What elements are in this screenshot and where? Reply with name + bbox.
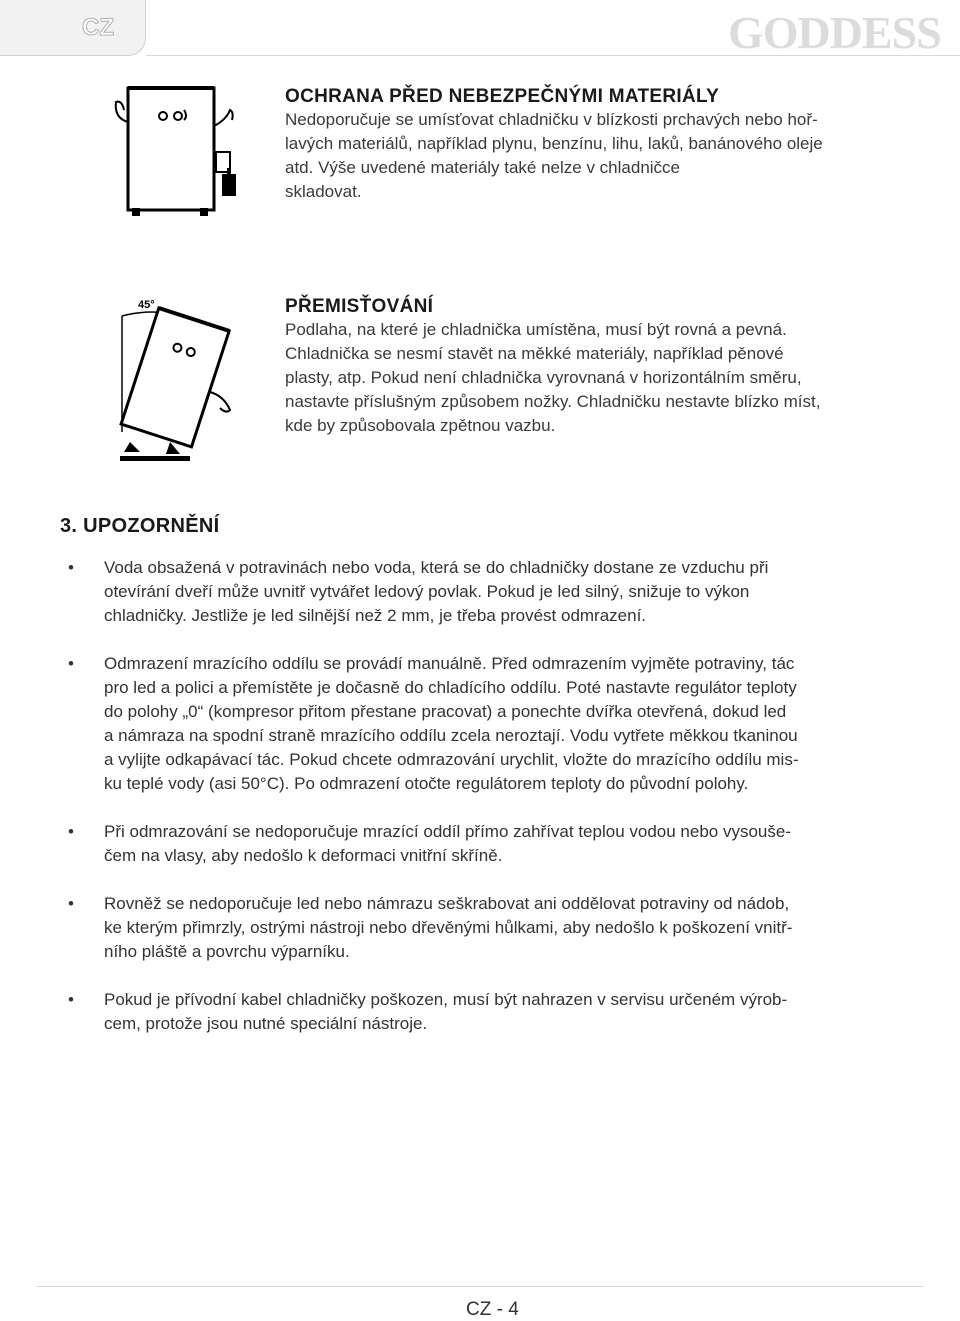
text-line: atd. Výše uvedené materiály také nelze v chladničce bbox=[285, 158, 681, 177]
text-line: Rovněž se nedoporučuje led nebo námrazu seškrabovat ani oddělovat potraviny od nádob, bbox=[104, 894, 790, 913]
text-line: Podlaha, na které je chladnička umístěna, musí být rovná a pevná. bbox=[285, 320, 787, 339]
fridge-hazard-illustration bbox=[106, 82, 246, 222]
text-line: a námraza na spodní straně mrazícího oddílu zcela neroztají. Vodu vytřete měkkou tkaninou bbox=[104, 726, 798, 745]
text-line: nastavte příslušným způsobem nožky. Chladničku nestavte blízko míst, bbox=[285, 392, 821, 411]
list-item bbox=[60, 988, 920, 1036]
angle-label: 45° bbox=[138, 299, 155, 311]
text-line: otevírání dveří může uvnitř vytvářet ledový povlak. Pokud je led silný, snižuje to výkon bbox=[104, 582, 750, 601]
page-number: CZ - 4 bbox=[466, 1299, 519, 1320]
list-item bbox=[60, 820, 920, 868]
language-tab bbox=[0, 0, 146, 56]
language-label: CZ bbox=[82, 14, 114, 41]
text-line: ke kterým přimrzly, ostrými nástroji nebo dřevěnými hůlkami, aby nedošlo k poškození vnitř- bbox=[104, 918, 793, 937]
section-title-moving: PŘEMISŤOVÁNÍ bbox=[285, 296, 434, 317]
hazard-paragraph bbox=[285, 108, 925, 204]
text-line: cem, protože jsou nutné speciální nástroje. bbox=[104, 1014, 428, 1033]
bullet-icon: • bbox=[68, 654, 74, 673]
text-line: kde by způsobovala zpětnou vazbu. bbox=[285, 416, 556, 435]
text-line: plasty, atp. Pokud není chladnička vyrovnaná v horizontálním směru, bbox=[285, 368, 802, 387]
section-title-warnings: 3. UPOZORNĚNÍ bbox=[60, 515, 220, 537]
bullet-icon: • bbox=[68, 558, 74, 577]
text-line: a vylijte odkapávací tác. Pokud chcete odmrazování urychlit, vložte do mrazícího oddílu mis- bbox=[104, 750, 799, 769]
text-line: Nedoporučuje se umísťovat chladničku v blízkosti prchavých nebo hoř- bbox=[285, 110, 818, 129]
moving-paragraph bbox=[285, 318, 925, 438]
text-line: Při odmrazování se nedoporučuje mrazící oddíl přímo zahřívat teplou vodou nebo vysouše- bbox=[104, 822, 791, 841]
text-line: pro led a polici a přemístěte je dočasně do chladícího oddílu. Poté nastavte regulátor teploty bbox=[104, 678, 797, 697]
text-line: ku teplé vody (asi 50°C). Po odmrazení otočte regulátorem teploty do původní polohy. bbox=[104, 774, 749, 793]
text-line: ního pláště a povrchu výparníku. bbox=[104, 942, 350, 961]
brand-logo: GODDESS bbox=[728, 7, 941, 58]
text-line: čem na vlasy, aby nedošlo k deformaci vnitřní skříně. bbox=[104, 846, 503, 865]
section-title-hazard: OCHRANA PŘED NEBEZPEČNÝMI MATERIÁLY bbox=[285, 86, 720, 107]
text-line: Voda obsažená v potravinách nebo voda, která se do chladničky dostane ze vzduchu při bbox=[104, 558, 769, 577]
list-item bbox=[60, 892, 920, 964]
bullet-icon: • bbox=[68, 990, 74, 1009]
text-line: do polohy „0“ (kompresor přitom přestane pracovat) a ponechte dvířka otevřená, dokud led bbox=[104, 702, 787, 721]
list-item bbox=[60, 556, 920, 628]
bullet-icon: • bbox=[68, 894, 74, 913]
warnings-list bbox=[60, 556, 920, 1060]
text-line: lavých materiálů, například plynu, benzínu, lihu, laků, banánového oleje bbox=[285, 134, 823, 153]
footer-divider bbox=[36, 1286, 924, 1287]
text-line: chladničky. Jestliže je led silnější než 2 mm, je třeba provést odmrazení. bbox=[104, 606, 647, 625]
list-item bbox=[60, 652, 920, 796]
text-line: Chladnička se nesmí stavět na měkké materiály, například pěnové bbox=[285, 344, 784, 363]
text-line: Odmrazení mrazícího oddílu se provádí manuálně. Před odmrazením vyjměte potraviny, tác bbox=[104, 654, 795, 673]
fridge-tilt-illustration bbox=[100, 292, 250, 472]
text-line: skladovat. bbox=[285, 182, 362, 201]
bullet-icon: • bbox=[68, 822, 74, 841]
text-line: Pokud je přívodní kabel chladničky poškozen, musí být nahrazen v servisu určeném výrob- bbox=[104, 990, 788, 1009]
